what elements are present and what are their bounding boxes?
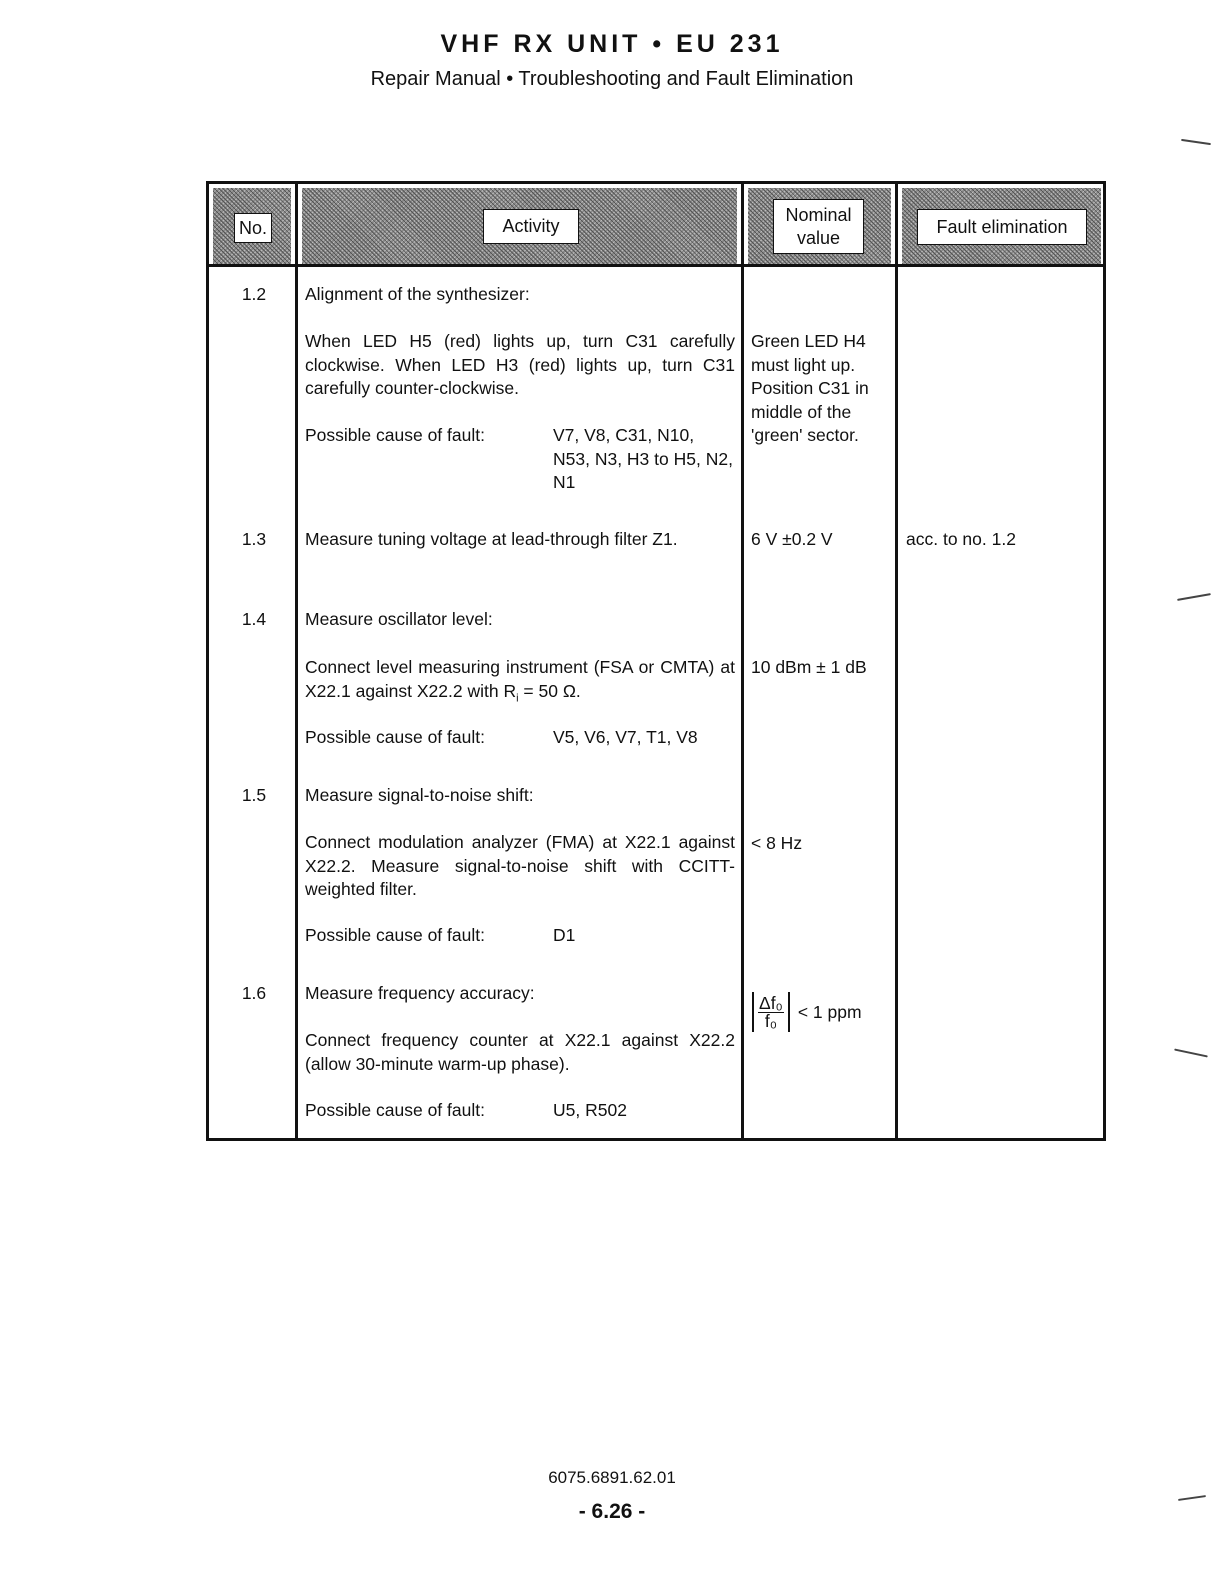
nominal-value: < 8 Hz [751,833,803,853]
row-activity-text [305,656,735,711]
header-cell-no [213,188,291,264]
column-header-fault: Fault elimination [917,209,1087,245]
abs-bar-left [752,992,754,1032]
cause-label: Possible cause of fault: [305,425,485,445]
cause-value: U5, R502 [553,1100,627,1120]
row-heading: Alignment of the synthesizer: [305,284,530,304]
page-number: - 6.26 - [578,1500,646,1523]
cause-value: V5, V6, V7, T1, V8 [553,727,698,747]
cause-label: Possible cause of fault: [305,925,485,945]
nominal-value: Green LED H4 must light up. Position C31 in middle of the 'green' sector. [751,331,869,445]
fraction [758,992,784,1031]
column-divider [295,184,298,1138]
header-cell-nominal [748,188,891,264]
activity-text-end: = 50 Ω. [518,680,581,701]
document-code: 6075.6891.62.01 [548,1468,676,1487]
row-heading: Measure oscillator level: [305,609,493,629]
activity-text-main: Connect level measuring instrument (FSA or CMTA) at X22.1 against X22.2 with R [305,657,735,701]
cause-label: Possible cause of fault: [305,1100,485,1120]
troubleshooting-table [206,181,1106,1141]
page-title: VHF RX UNIT • EU 231 [440,30,784,58]
fraction-numerator: Δf₀ [759,992,783,1013]
nominal-value-formula [752,992,862,1032]
cause-value: D1 [553,925,576,945]
fault-elimination-value: acc. to no. 1.2 [906,529,1016,549]
page-subtitle: Repair Manual • Troubleshooting and Fault Elimination [370,68,854,90]
row-number: 1.4 [241,609,267,629]
header-cell-activity [302,188,737,264]
header-divider [209,264,1103,267]
column-divider [741,184,744,1138]
row-heading: Measure frequency accuracy: [305,983,535,1003]
abs-bar-right [788,992,790,1032]
row-activity-text: When LED H5 (red) lights up, turn C31 carefully clockwise. When LED H3 (red) lights up, turn C31 carefully counter-clockwise. [305,331,735,398]
column-header-no: No. [234,213,272,243]
row-number: 1.2 [241,284,267,304]
nominal-value: 6 V ±0.2 V [751,529,833,549]
column-header-activity: Activity [483,209,579,244]
margin-mark [1177,593,1211,601]
row-heading: Measure signal-to-noise shift: [305,785,534,805]
nominal-relation: < 1 ppm [797,1001,862,1022]
row-activity-text: Connect modulation analyzer (FMA) at X22.1 against X22.2. Measure signal-to-noise shift with CCITT-weighted filter. [305,832,735,899]
subscript-i: i [516,692,519,704]
column-header-nominal: Nominal value [773,199,864,254]
fraction-denominator: f₀ [764,1010,777,1031]
row-number: 1.3 [241,529,267,549]
margin-mark [1174,1048,1208,1057]
row-number: 1.5 [241,785,267,805]
row-activity-text: Measure tuning voltage at lead-through filter Z1. [305,529,678,549]
nominal-value: 10 dBm ± 1 dB [751,657,867,677]
cause-label: Possible cause of fault: [305,727,485,747]
header-cell-fault [902,188,1101,264]
margin-mark [1181,139,1211,145]
cause-value: V7, V8, C31, N10, N53, N3, H3 to H5, N2, N1 [553,425,733,492]
row-activity-text: Connect frequency counter at X22.1 against X22.2 (allow 30-minute warm-up phase). [305,1030,735,1074]
row-number: 1.6 [241,983,267,1003]
column-divider [895,184,898,1138]
